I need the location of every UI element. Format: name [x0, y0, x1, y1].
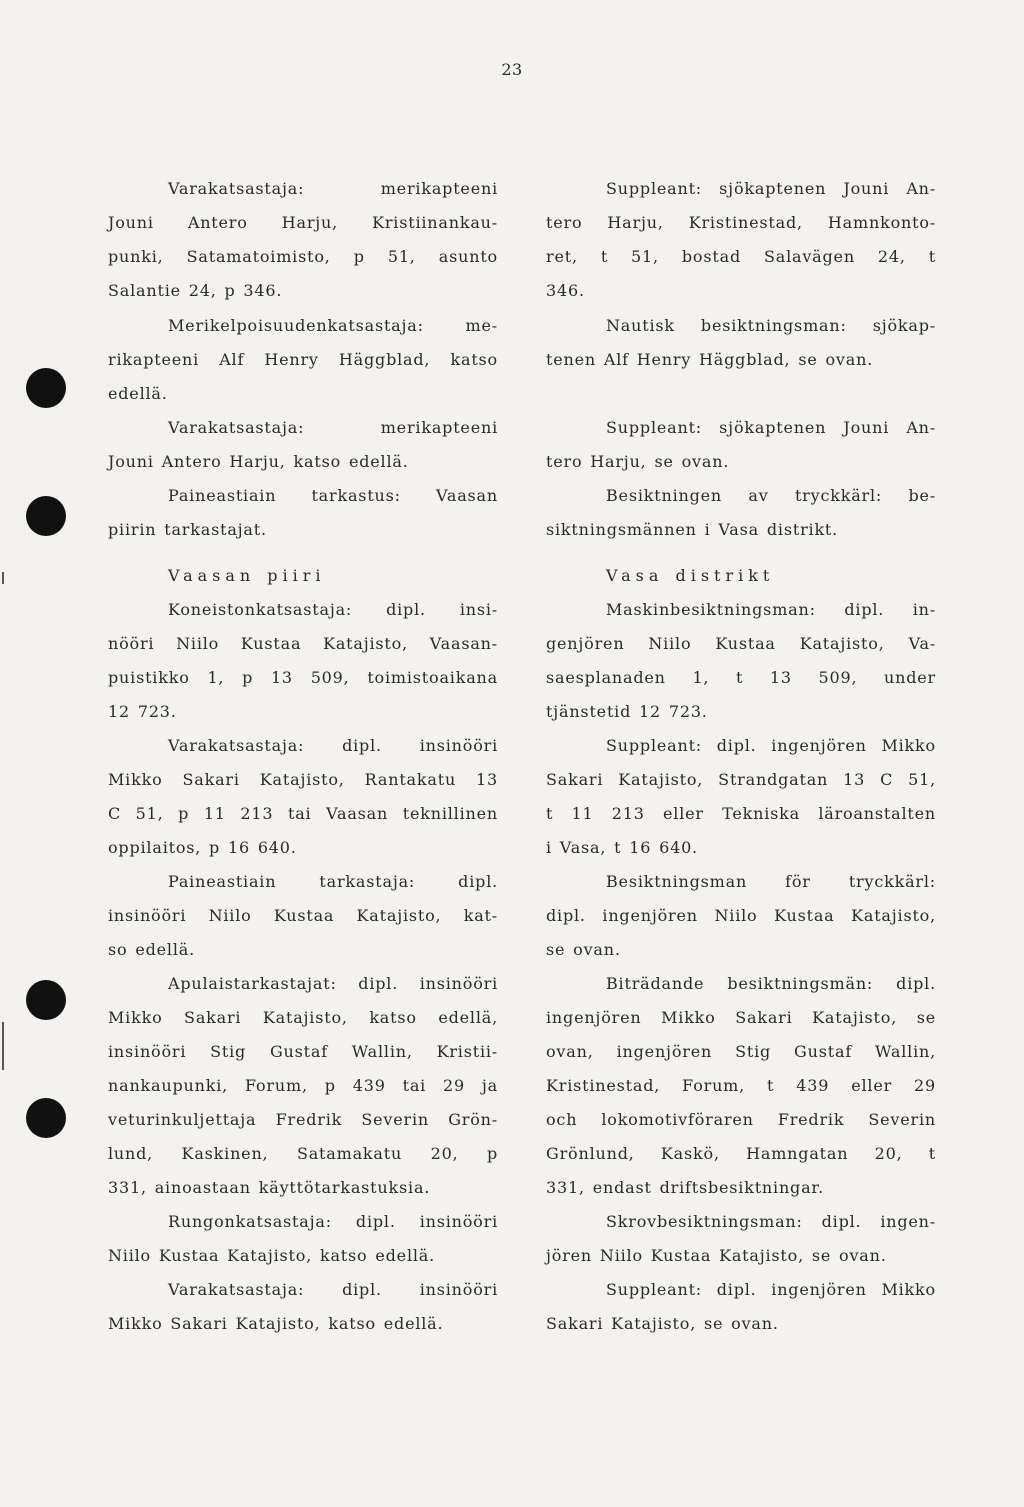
text-line: jören Niilo Kustaa Katajisto, se ovan.	[546, 1246, 887, 1265]
text-line: Paineastiain tarkastus: Vaasan	[168, 486, 498, 505]
text-line: saesplanaden 1, t 13 509, under	[546, 668, 936, 687]
text-line: tenen Alf Henry Häggblad, se ovan.	[546, 350, 874, 369]
text-line: so edellä.	[108, 940, 195, 959]
text-line: punki, Satamatoimisto, p 51, asunto	[108, 247, 498, 266]
text-line: Paineastiain tarkastaja: dipl.	[168, 872, 498, 891]
text-line: Niilo Kustaa Katajisto, katso edellä.	[108, 1246, 435, 1265]
text-line: Suppleant: dipl. ingenjören Mikko	[606, 736, 936, 755]
punch-hole	[26, 1098, 66, 1138]
text-line: rikapteeni Alf Henry Häggblad, katso	[108, 350, 498, 369]
text-line: Varakatsastaja: merikapteeni	[168, 179, 498, 198]
text-line: puistikko 1, p 13 509, toimistoaikana	[108, 668, 498, 687]
text-line: Skrovbesiktningsman: dipl. ingen-	[606, 1212, 936, 1231]
text-line: insinööri Niilo Kustaa Katajisto, kat-	[108, 906, 498, 925]
text-line: ret, t 51, bostad Salavägen 24, t	[546, 247, 936, 266]
text-line: tero Harju, Kristinestad, Hamnkonto-	[546, 213, 936, 232]
text-line: siktningsmännen i Vasa distrikt.	[546, 520, 839, 539]
punch-hole	[26, 368, 66, 408]
text-line: 346.	[546, 281, 585, 300]
text-line: se ovan.	[546, 940, 621, 959]
section-heading: Vaasan piiri	[168, 566, 326, 585]
text-line: Suppleant: dipl. ingenjören Mikko	[606, 1280, 936, 1299]
text-line: Salantie 24, p 346.	[108, 281, 283, 300]
text-line: Merikelpoisuudenkatsastaja: me-	[168, 316, 498, 335]
text-line: Sakari Katajisto, Strandgatan 13 C 51,	[546, 770, 936, 789]
edge-mark	[2, 572, 4, 584]
text-line: veturinkuljettaja Fredrik Severin Grön-	[108, 1110, 498, 1129]
text-line: edellä.	[108, 384, 168, 403]
text-line: Grönlund, Kaskö, Hamngatan 20, t	[546, 1144, 936, 1163]
text-line: nööri Niilo Kustaa Katajisto, Vaasan-	[108, 634, 498, 653]
section-heading: Vasa distrikt	[606, 566, 775, 585]
text-line: tero Harju, se ovan.	[546, 452, 730, 471]
text-line: i Vasa, t 16 640.	[546, 838, 698, 857]
text-line: 12 723.	[108, 702, 177, 721]
text-line: ovan, ingenjören Stig Gustaf Wallin,	[546, 1042, 936, 1061]
text-line: Kristinestad, Forum, t 439 eller 29	[546, 1076, 936, 1095]
page-number: 23	[501, 60, 523, 79]
text-line: 331, ainoastaan käyttötarkastuksia.	[108, 1178, 431, 1197]
text-line: Koneistonkatsastaja: dipl. insi-	[168, 600, 498, 619]
edge-mark	[2, 1022, 4, 1070]
text-line: Biträdande besiktningsmän: dipl.	[606, 974, 936, 993]
text-line: C 51, p 11 213 tai Vaasan teknillinen	[108, 804, 498, 823]
text-line: Jouni Antero Harju, Kristiinankau-	[108, 213, 498, 232]
text-line: Suppleant: sjökaptenen Jouni An-	[606, 179, 936, 198]
text-line: ingenjören Mikko Sakari Katajisto, se	[546, 1008, 936, 1027]
text-line: Jouni Antero Harju, katso edellä.	[108, 452, 409, 471]
text-line: Varakatsastaja: dipl. insinööri	[168, 736, 498, 755]
text-line: Mikko Sakari Katajisto, katso edellä,	[108, 1008, 498, 1027]
text-line: insinööri Stig Gustaf Wallin, Kristii-	[108, 1042, 498, 1061]
punch-hole	[26, 496, 66, 536]
text-line: Besiktningen av tryckkärl: be-	[606, 486, 936, 505]
text-line: t 11 213 eller Tekniska läroanstalten	[546, 804, 936, 823]
text-line: Besiktningsman för tryckkärl:	[606, 872, 936, 891]
text-line: genjören Niilo Kustaa Katajisto, Va-	[546, 634, 936, 653]
text-line: Nautisk besiktningsman: sjökap-	[606, 316, 936, 335]
text-line: Mikko Sakari Katajisto, katso edellä.	[108, 1314, 444, 1333]
punch-hole	[26, 980, 66, 1020]
text-line: piirin tarkastajat.	[108, 520, 267, 539]
text-line: och lokomotivföraren Fredrik Severin	[546, 1110, 936, 1129]
text-line: lund, Kaskinen, Satamakatu 20, p	[108, 1144, 498, 1163]
text-line: Sakari Katajisto, se ovan.	[546, 1314, 779, 1333]
text-line: nankaupunki, Forum, p 439 tai 29 ja	[108, 1076, 498, 1095]
text-line: tjänstetid 12 723.	[546, 702, 708, 721]
text-line: Rungonkatsastaja: dipl. insinööri	[168, 1212, 498, 1231]
text-line: Varakatsastaja: dipl. insinööri	[168, 1280, 498, 1299]
text-line: dipl. ingenjören Niilo Kustaa Katajisto,	[546, 906, 936, 925]
text-line: Mikko Sakari Katajisto, Rantakatu 13	[108, 770, 498, 789]
text-line: Apulaistarkastajat: dipl. insinööri	[168, 974, 498, 993]
text-line: 331, endast driftsbesiktningar.	[546, 1178, 825, 1197]
text-line: Maskinbesiktningsman: dipl. in-	[606, 600, 936, 619]
text-line: Varakatsastaja: merikapteeni	[168, 418, 498, 437]
text-line: oppilaitos, p 16 640.	[108, 838, 297, 857]
text-line: Suppleant: sjökaptenen Jouni An-	[606, 418, 936, 437]
